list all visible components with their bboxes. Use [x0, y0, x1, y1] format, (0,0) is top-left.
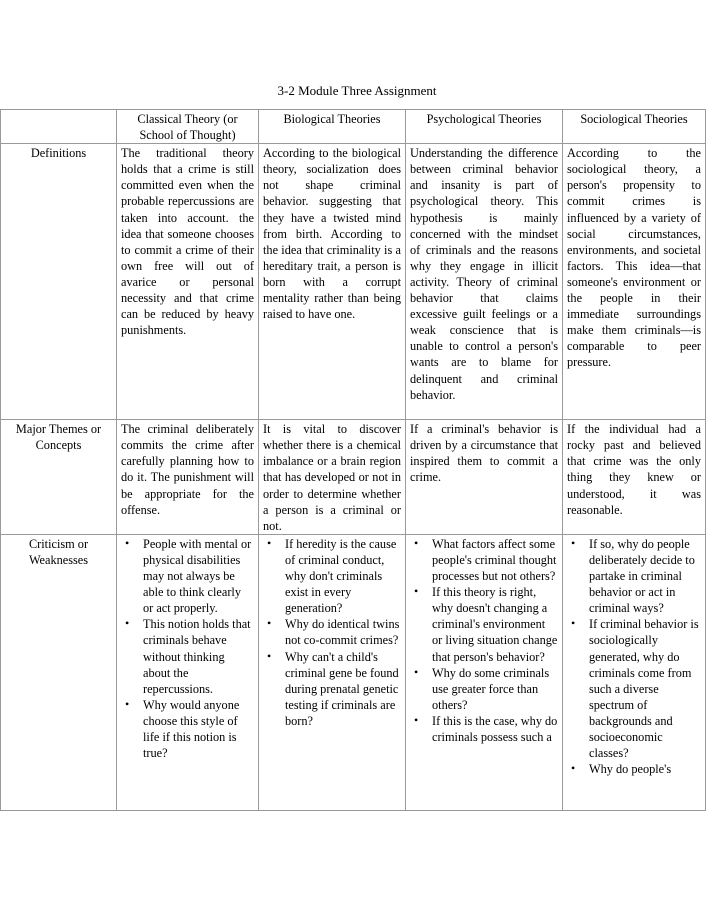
cell-sociological-criticism: [563, 534, 706, 810]
header-biological: Biological Theories: [259, 110, 406, 144]
row-label-criticism: Criticism or Weaknesses: [1, 534, 117, 810]
bullet-icon: •: [414, 535, 419, 550]
cell-biological-criticism: [259, 534, 406, 810]
theories-table: [0, 109, 706, 811]
header-row: [1, 110, 706, 144]
document-title: 3-2 Module Three Assignment: [277, 83, 437, 98]
bullet-icon: •: [267, 616, 272, 631]
bullet-list: [567, 536, 701, 777]
bullet-icon: •: [125, 535, 130, 550]
bullet-icon: •: [267, 535, 272, 550]
bullet-icon: •: [267, 648, 272, 663]
table-row-definitions: [1, 144, 706, 420]
list-item: • If heredity is the cause of criminal conduct, why don't criminals exist in every generation?: [267, 535, 397, 616]
bullet-list: [263, 536, 401, 729]
bullet-icon: •: [125, 616, 130, 631]
cell-psychological-themes: If a criminal's behavior is driven by a circumstance that inspired them to commit a crime.: [406, 420, 563, 535]
bullet-icon: •: [414, 584, 419, 599]
list-item: • What factors affect some people's criminal thought processes but not others?: [414, 535, 557, 584]
cell-biological-themes: It is vital to discover whether there is a chemical imbalance or a brain region that has developed or not in order to determine whether a person is a criminal or not.: [259, 420, 406, 535]
bullet-icon: •: [571, 616, 576, 631]
cell-classical-themes: The criminal deliberately commits the crime after carefully planning how to do it. The punishment will be appropriate for the offense.: [117, 420, 259, 535]
list-item: • People with mental or physical disabilities may not always be able to think clearly or act properly.: [125, 535, 252, 616]
list-item: • If so, why do people deliberately decide to partake in criminal behavior or act in criminal ways?: [571, 535, 695, 616]
list-item: • Why do identical twins not co-commit crimes?: [267, 616, 400, 648]
header-sociological: Sociological Theories: [563, 110, 706, 144]
table-row-criticism: [1, 534, 706, 810]
bullet-icon: •: [571, 535, 576, 550]
list-item: • If this is the case, why do criminals possess such a: [414, 712, 558, 744]
bullet-icon: •: [571, 761, 576, 776]
cell-classical-criticism: [117, 534, 259, 810]
bullet-list: [121, 536, 254, 761]
bullet-icon: •: [125, 696, 130, 711]
bullet-icon: •: [414, 664, 419, 679]
cell-biological-definition: According to the biological theory, socialization does not shape criminal behavior. suggesting that they have a twisted mind from birth. According to the idea that criminality is a hereditary trait, a person is born with a corrupt mentality rather than being raised to have one.: [259, 144, 406, 420]
list-item: • If criminal behavior is sociologically generated, why do criminals come from such a diverse spectrum of backgrounds and socioeconomic classes?: [571, 616, 699, 761]
bullet-icon: •: [414, 712, 419, 727]
cell-sociological-themes: If the individual had a rocky past and believed that crime was the only thing they knew or understood, it was reasonable.: [563, 420, 706, 535]
header-classical: Classical Theory (or School of Thought): [117, 110, 259, 144]
row-label-major-themes: Major Themes or Concepts: [1, 420, 117, 535]
cell-psychological-criticism: [406, 534, 563, 810]
cell-sociological-definition: According to the sociological theory, a person's propensity to commit crimes is influenced by a variety of social circumstances, environments, and societal factors. This idea—that someone's environment or the people in their immediate surroundings make them criminals—is comparable to peer pressure.: [563, 144, 706, 420]
header-corner: [1, 110, 117, 144]
table-row-major-themes: [1, 420, 706, 535]
list-item: • Why do some criminals use greater force than others?: [414, 664, 550, 712]
cell-classical-definition: The traditional theory holds that a crime is still committed even when the probable repercussions are taken into account. the idea that someone chooses to commit a crime of their own free will out of avarice or personal necessity and that crime can be reduced by heavy punishments.: [117, 144, 259, 420]
header-psychological: Psychological Theories: [406, 110, 563, 144]
row-label-definitions: Definitions: [1, 144, 117, 420]
list-item: • If this theory is right, why doesn't changing a criminal's environment or living situation change that person's behavior?: [414, 584, 558, 664]
list-item: • Why can't a child's criminal gene be found during prenatal genetic testing if criminals are born?: [267, 648, 399, 728]
bullet-list: [410, 536, 558, 745]
cell-psychological-definition: Understanding the difference between criminal behavior and insanity is part of psychological theory. This hypothesis is mainly concerned with the mindset of criminals and the reasons why they engage in illicit activity. Theory of criminal behavior that claims excessive guilt feelings or a weak conscience that is unable to control a person's wants are to blame for delinquent and criminal behavior.: [406, 144, 563, 420]
list-item: • Why would anyone choose this style of life if this notion is true?: [125, 696, 240, 761]
list-item: • This notion holds that criminals behave without thinking about the repercussions.: [125, 616, 251, 696]
list-item: • Why do people's: [571, 761, 672, 777]
